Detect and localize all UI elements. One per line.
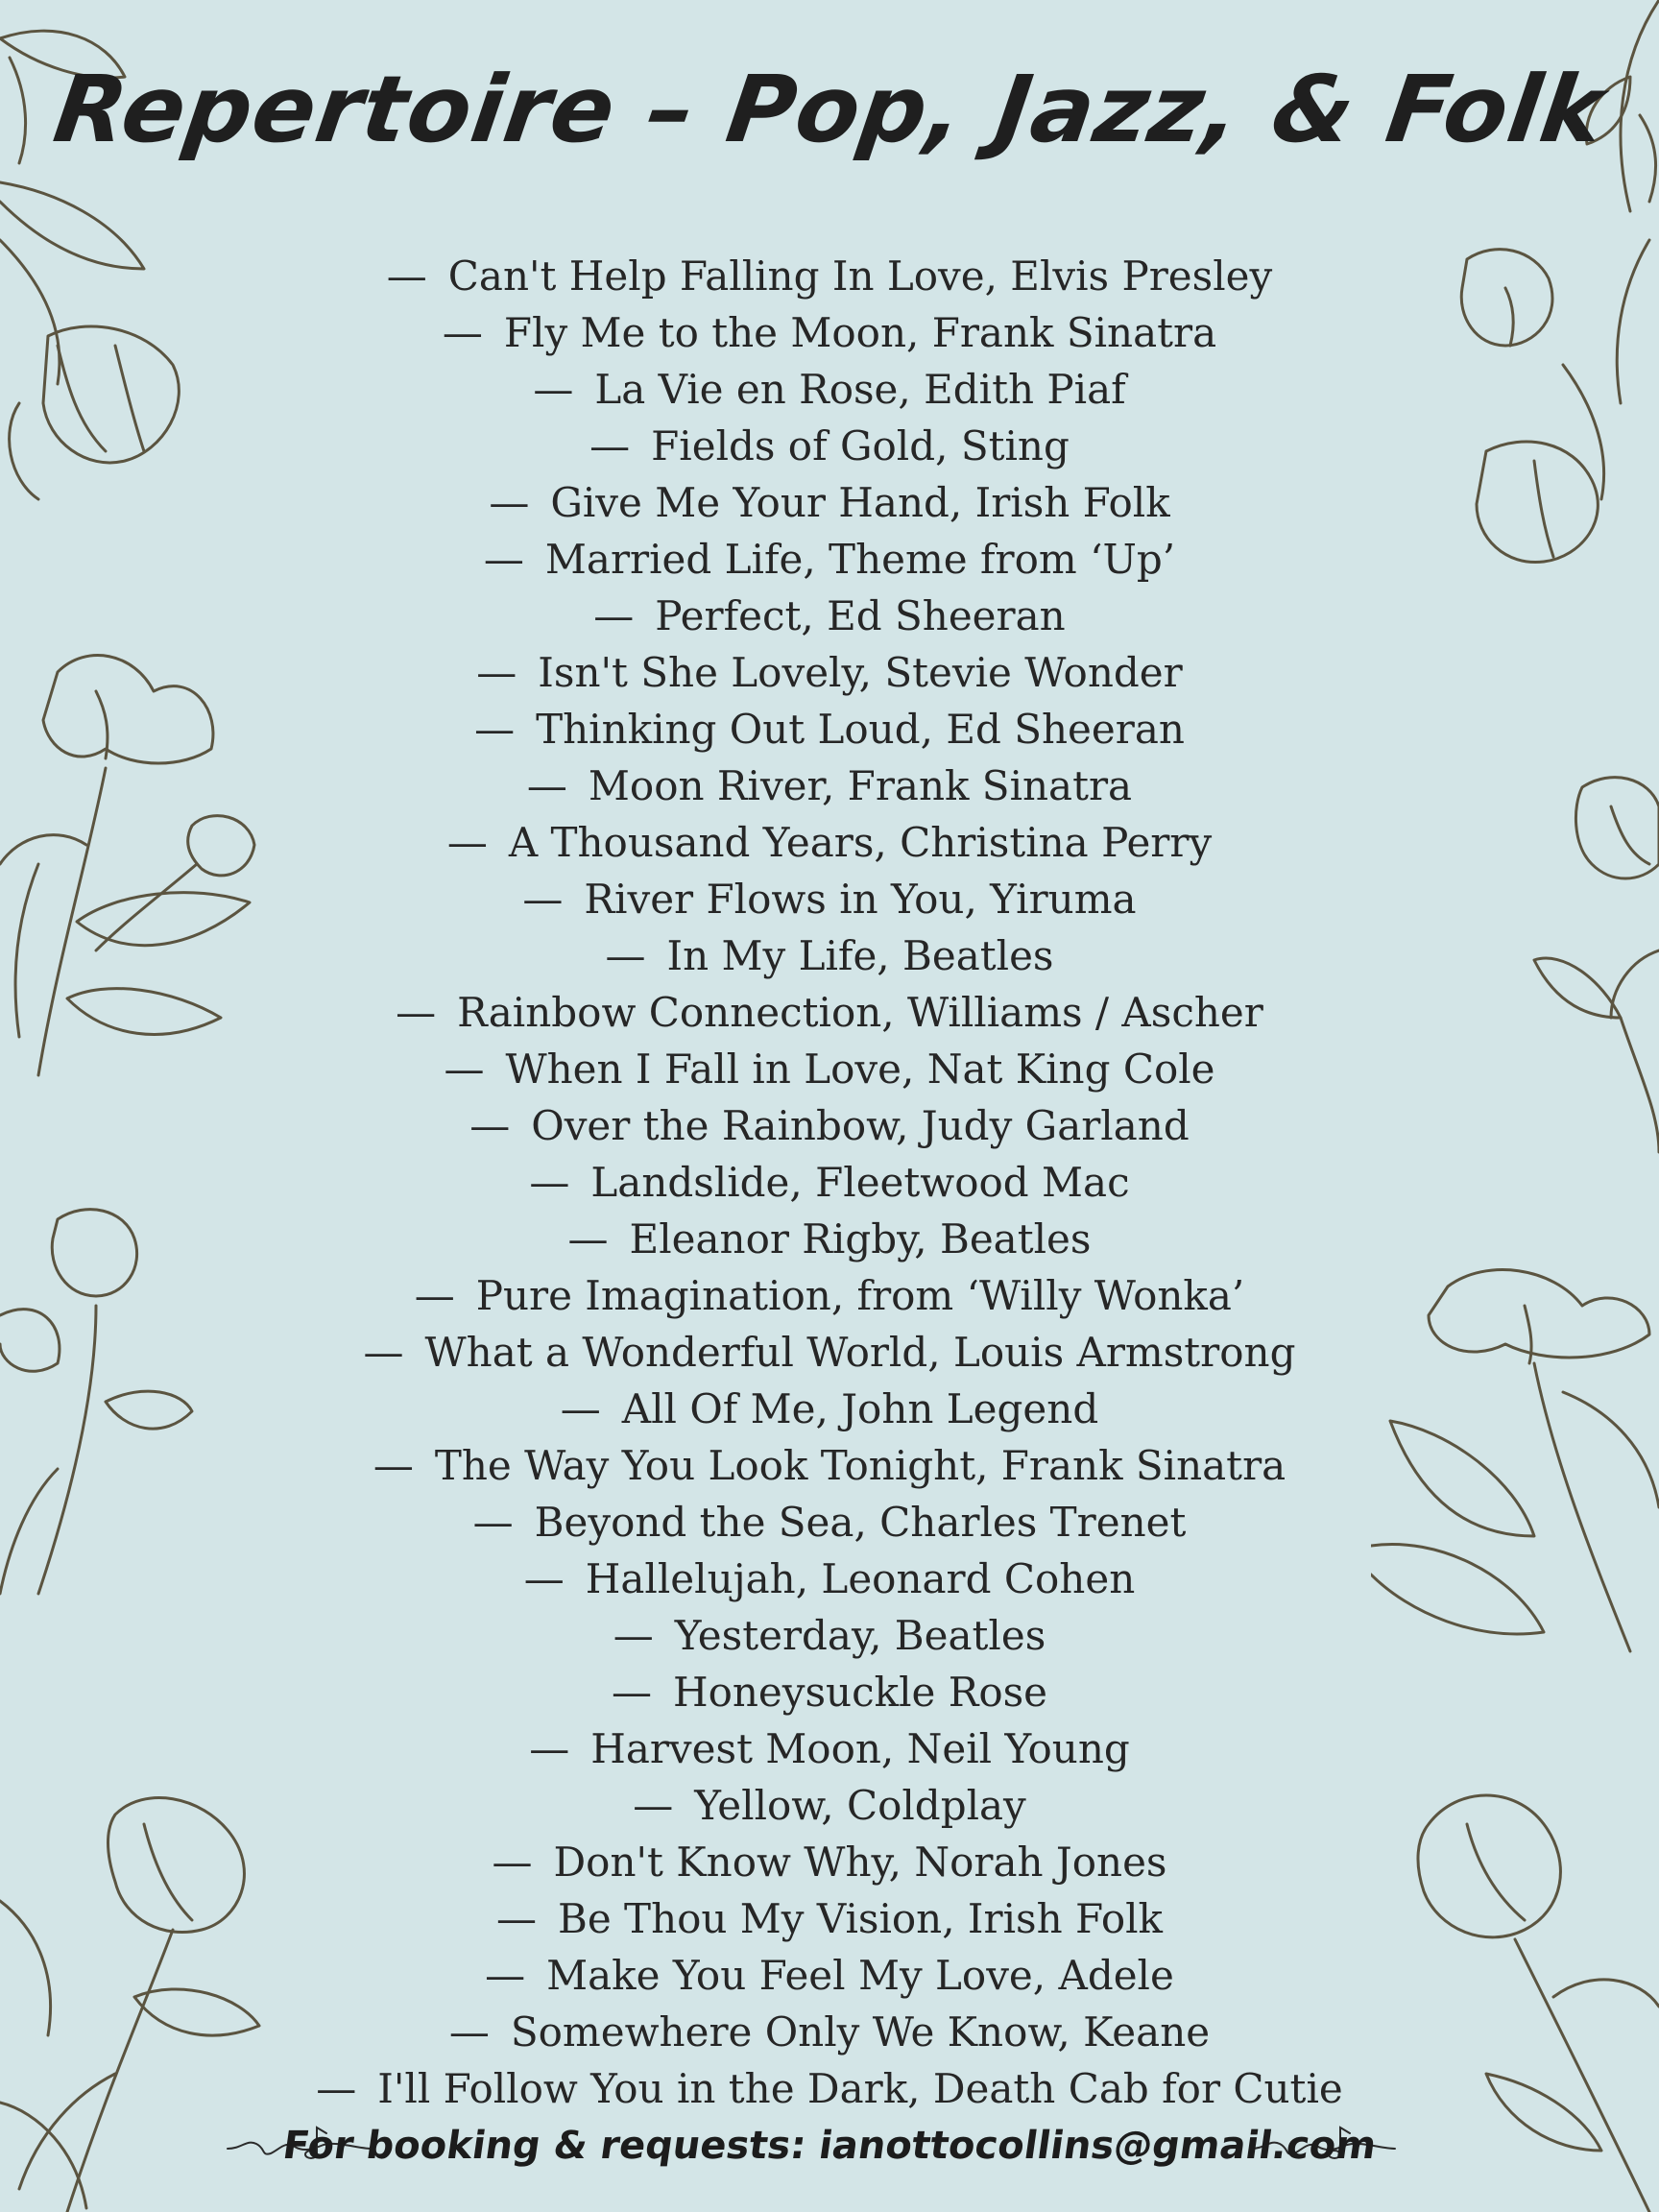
song-item xyxy=(0,1720,1659,1777)
dash-bullet: — xyxy=(492,1839,533,1886)
song-item xyxy=(0,1777,1659,1834)
song-title: Fly Me to the Moon, Frank Sinatra xyxy=(503,309,1217,356)
song-item xyxy=(0,531,1659,588)
song-item xyxy=(0,927,1659,984)
song-title: Be Thou My Vision, Irish Folk xyxy=(557,1895,1164,1942)
dash-bullet: — xyxy=(567,1215,609,1262)
dash-bullet: — xyxy=(414,1272,455,1319)
dash-bullet: — xyxy=(448,2008,490,2056)
song-title: River Flows in You, Yiruma xyxy=(584,876,1137,923)
dash-bullet: — xyxy=(444,1046,485,1093)
song-title: Make You Feel My Love, Adele xyxy=(546,1952,1174,1999)
dash-bullet: — xyxy=(589,422,631,469)
song-item xyxy=(0,1154,1659,1211)
song-title: In My Life, Beatles xyxy=(666,932,1054,979)
dash-bullet: — xyxy=(474,706,516,753)
dash-bullet: — xyxy=(316,2065,357,2112)
song-item xyxy=(0,871,1659,927)
song-item xyxy=(0,1664,1659,1720)
song-item xyxy=(0,1494,1659,1551)
song-title: Can't Help Falling In Love, Elvis Presley xyxy=(447,252,1273,300)
dash-bullet: — xyxy=(529,1159,570,1206)
dash-bullet: — xyxy=(489,479,530,526)
dash-bullet: — xyxy=(442,309,483,356)
dash-bullet: — xyxy=(485,1952,526,1999)
dash-bullet: — xyxy=(363,1329,404,1376)
dash-bullet: — xyxy=(533,366,574,413)
song-item xyxy=(0,474,1659,531)
booking-contact: For booking & requests: ianottocollins@gmail.com xyxy=(279,2124,1380,2168)
song-item xyxy=(0,2004,1659,2060)
song-item xyxy=(0,1890,1659,1947)
song-item xyxy=(0,1211,1659,1267)
song-item xyxy=(0,644,1659,701)
song-title: I'll Follow You in the Dark, Death Cab for Cutie xyxy=(377,2065,1343,2112)
song-item xyxy=(0,1041,1659,1097)
song-item xyxy=(0,1324,1659,1381)
song-title: Yellow, Coldplay xyxy=(694,1782,1026,1829)
song-title: Landslide, Fleetwood Mac xyxy=(590,1159,1130,1206)
song-title: Yesterday, Beatles xyxy=(674,1612,1046,1659)
song-item xyxy=(0,1097,1659,1154)
dash-bullet: — xyxy=(446,819,488,866)
song-item xyxy=(0,418,1659,474)
song-item xyxy=(0,361,1659,418)
song-item xyxy=(0,1607,1659,1664)
song-title: Give Me Your Hand, Irish Folk xyxy=(550,479,1170,526)
song-title: Rainbow Connection, Williams / Ascher xyxy=(457,989,1263,1036)
song-title: Hallelujah, Leonard Cohen xyxy=(585,1555,1136,1602)
song-item xyxy=(0,984,1659,1041)
dash-bullet: — xyxy=(373,1442,414,1489)
dash-bullet: — xyxy=(526,762,567,809)
song-title: All Of Me, John Legend xyxy=(621,1385,1099,1432)
page-title: Repertoire – Pop, Jazz, & Folk xyxy=(47,56,1612,163)
dash-bullet: — xyxy=(386,252,427,300)
dash-bullet: — xyxy=(611,1669,652,1716)
dash-bullet: — xyxy=(472,1499,514,1546)
song-title: Thinking Out Loud, Ed Sheeran xyxy=(536,706,1185,753)
dash-bullet: — xyxy=(605,932,646,979)
song-title: The Way You Look Tonight, Frank Sinatra xyxy=(434,1442,1286,1489)
song-title: A Thousand Years, Christina Perry xyxy=(508,819,1213,866)
dash-bullet: — xyxy=(396,989,437,1036)
song-title: Fields of Gold, Sting xyxy=(651,422,1070,469)
song-title: Don't Know Why, Norah Jones xyxy=(553,1839,1167,1886)
dash-bullet: — xyxy=(529,1725,570,1772)
dash-bullet: — xyxy=(469,1102,511,1149)
song-title: Isn't She Lovely, Stevie Wonder xyxy=(538,649,1183,696)
song-item xyxy=(0,2060,1659,2117)
song-title: Over the Rainbow, Judy Garland xyxy=(531,1102,1190,1149)
booking-footer xyxy=(0,2124,1659,2168)
song-item xyxy=(0,814,1659,871)
dash-bullet: — xyxy=(523,1555,565,1602)
song-title: When I Fall in Love, Nat King Cole xyxy=(505,1046,1215,1093)
song-title: Harvest Moon, Neil Young xyxy=(590,1725,1130,1772)
song-title: Married Life, Theme from ‘Up’ xyxy=(544,536,1176,583)
song-title: Pure Imagination, from ‘Willy Wonka’ xyxy=(475,1272,1245,1319)
song-title: Perfect, Ed Sheeran xyxy=(655,592,1066,639)
song-title: What a Wonderful World, Louis Armstrong xyxy=(424,1329,1296,1376)
song-item xyxy=(0,701,1659,757)
song-title: Eleanor Rigby, Beatles xyxy=(629,1215,1092,1262)
song-item xyxy=(0,757,1659,814)
dash-bullet: — xyxy=(560,1385,601,1432)
song-title: Honeysuckle Rose xyxy=(672,1669,1048,1716)
song-item xyxy=(0,1947,1659,2004)
song-list xyxy=(0,248,1659,2117)
dash-bullet: — xyxy=(495,1895,537,1942)
song-item xyxy=(0,1437,1659,1494)
song-item xyxy=(0,1551,1659,1607)
song-item xyxy=(0,588,1659,644)
song-item xyxy=(0,304,1659,361)
song-title: Moon River, Frank Sinatra xyxy=(588,762,1133,809)
dash-bullet: — xyxy=(522,876,564,923)
song-title: La Vie en Rose, Edith Piaf xyxy=(594,366,1126,413)
dash-bullet: — xyxy=(633,1782,674,1829)
dash-bullet: — xyxy=(593,592,635,639)
song-item xyxy=(0,1834,1659,1890)
dash-bullet: — xyxy=(483,536,524,583)
song-item xyxy=(0,1381,1659,1437)
dash-bullet: — xyxy=(613,1612,654,1659)
song-item xyxy=(0,1267,1659,1324)
song-title: Beyond the Sea, Charles Trenet xyxy=(534,1499,1187,1546)
song-title: Somewhere Only We Know, Keane xyxy=(510,2008,1211,2056)
song-item xyxy=(0,248,1659,304)
dash-bullet: — xyxy=(476,649,517,696)
